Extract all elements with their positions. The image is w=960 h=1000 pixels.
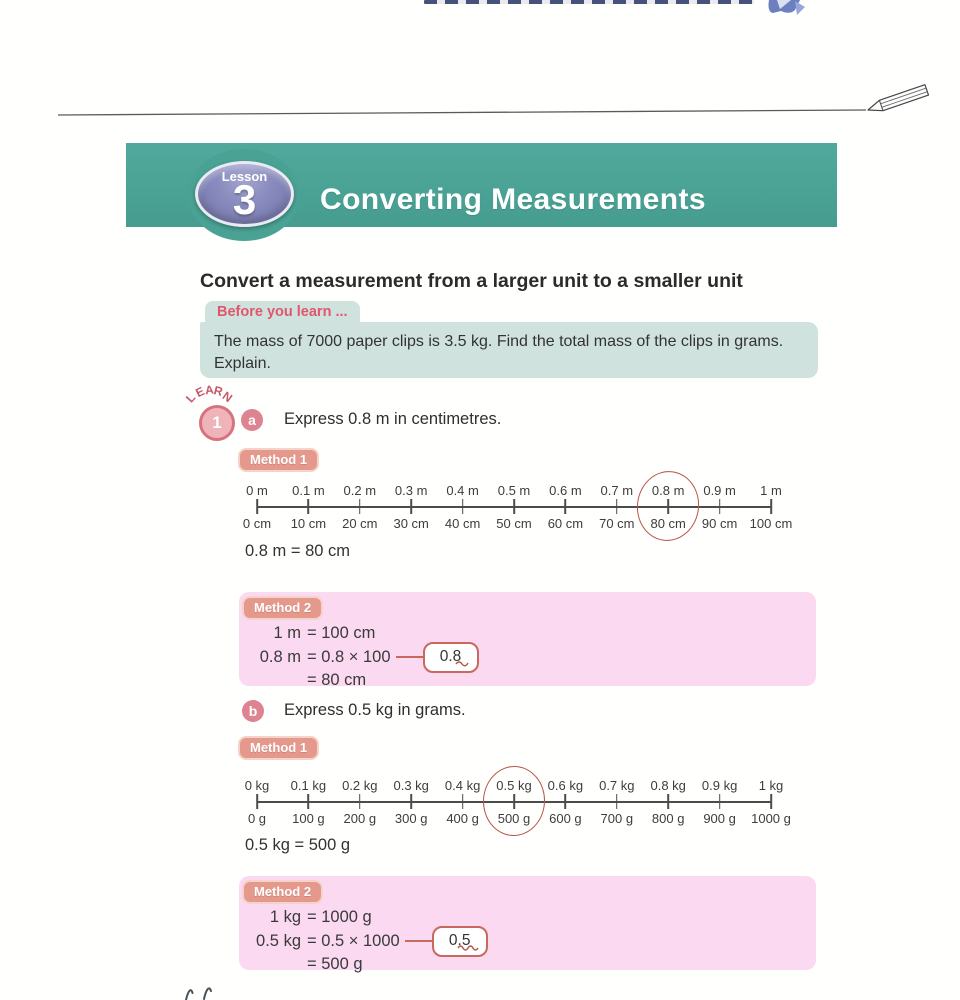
number-line-top-label: 1 kg bbox=[758, 777, 784, 793]
number-line-top-label: 0.5 kg bbox=[496, 777, 532, 793]
number-line-bottom-label: 300 g bbox=[394, 811, 428, 826]
result-a: 0.8 m = 80 cm bbox=[245, 542, 351, 560]
number-line-tick bbox=[308, 499, 310, 514]
number-line-tick bbox=[565, 499, 567, 514]
lesson-label: Lesson bbox=[221, 169, 268, 184]
number-line-metres-centimetres bbox=[243, 474, 805, 538]
number-line-bottom-label: 900 g bbox=[703, 811, 736, 826]
number-line-top-label: 0.6 kg bbox=[547, 777, 584, 793]
equations-b bbox=[247, 906, 488, 977]
number-line-bottom-label: 1000 g bbox=[751, 811, 791, 826]
number-line-bottom-label: 90 cm bbox=[701, 516, 738, 531]
number-line-bottom-label: 500 g bbox=[497, 811, 531, 826]
number-line-top-label: 0.2 m bbox=[343, 482, 377, 498]
number-line-top-label: 0.7 m bbox=[600, 482, 634, 498]
number-line-bottom-label: 10 cm bbox=[290, 516, 327, 531]
number-line-tick bbox=[256, 499, 258, 514]
lesson-banner bbox=[126, 143, 837, 227]
method2-box-b bbox=[239, 876, 816, 974]
page-title: Converting Measurements bbox=[320, 183, 706, 216]
before-you-learn-tab: Before you learn ... bbox=[205, 301, 360, 324]
number-line-tick bbox=[410, 794, 412, 809]
number-line-top-label: 0.7 kg bbox=[599, 777, 635, 793]
number-line-top-label: 0.1 m bbox=[292, 482, 325, 498]
equation-rhs: = 0.5 × 1000 bbox=[307, 931, 400, 950]
decimal-shift-squiggle bbox=[457, 944, 479, 952]
equation-lhs: 0.5 kg bbox=[256, 931, 301, 950]
number-line-tick bbox=[256, 794, 258, 809]
page-top-text-remnant bbox=[424, 0, 754, 4]
number-line-top-label: 0.3 kg bbox=[393, 777, 429, 793]
number-line-bottom-label: 50 cm bbox=[496, 516, 532, 531]
learn-arc-letter: E bbox=[193, 383, 207, 401]
lesson-number: 3 bbox=[232, 176, 257, 223]
before-you-learn-text: Explain. bbox=[214, 355, 271, 372]
learn-arc-letter: N bbox=[219, 388, 235, 406]
number-line-top-label: 0.8 kg bbox=[650, 777, 686, 793]
before-you-learn-text: The mass of 7000 paper clips is 3.5 kg. Find the total mass of the clips in grams. bbox=[214, 333, 784, 350]
question-b: Express 0.5 kg in grams. bbox=[284, 701, 466, 719]
number-line-tick bbox=[616, 499, 618, 514]
pencil-line-art bbox=[0, 0, 960, 130]
number-line-tick bbox=[616, 794, 618, 809]
number-line-tick bbox=[719, 794, 721, 809]
number-line-bottom-label: 0 g bbox=[247, 811, 267, 826]
number-line-bottom-label: 0 cm bbox=[242, 516, 272, 531]
number-line-top-label: 0.9 kg bbox=[701, 777, 738, 793]
equation-row bbox=[247, 930, 488, 954]
learn-arc-letter: R bbox=[212, 383, 225, 399]
circled-answer-ellipse bbox=[633, 467, 704, 545]
decimal-shift-callout bbox=[432, 926, 488, 957]
number-line-tick bbox=[770, 499, 772, 514]
number-line-tick bbox=[667, 794, 669, 809]
number-line-top-label: 0.9 m bbox=[703, 482, 736, 498]
learn-arc-letter: A bbox=[204, 382, 215, 398]
number-line-track bbox=[242, 482, 793, 531]
number-line-top-label: 0.6 m bbox=[549, 482, 582, 498]
number-line-tick bbox=[359, 794, 361, 809]
number-line-bottom-label: 800 g bbox=[651, 811, 685, 826]
number-line-bottom-label: 200 g bbox=[343, 811, 377, 826]
number-line-tick bbox=[565, 794, 567, 809]
method2-badge-a: Method 2 bbox=[242, 596, 323, 620]
learn-badge-number: 1 bbox=[212, 413, 222, 432]
number-line-bottom-label: 700 g bbox=[600, 811, 634, 826]
number-line-bottom-label: 60 cm bbox=[547, 516, 584, 531]
number-line-top-label: 0.1 kg bbox=[290, 777, 327, 793]
part-badge-a: a bbox=[241, 409, 263, 431]
number-line-top-label: 0.4 m bbox=[446, 482, 479, 498]
result-b: 0.5 kg = 500 g bbox=[245, 836, 351, 854]
number-line-tick bbox=[359, 499, 361, 514]
question-a: Express 0.8 m in centimetres. bbox=[284, 410, 502, 428]
callout-value: 0.8 bbox=[439, 648, 462, 666]
callout-value: 0.5 bbox=[448, 932, 471, 950]
number-line-track bbox=[244, 777, 791, 826]
equation-rhs: = 80 cm bbox=[307, 671, 367, 690]
number-line-bottom-label: 40 cm bbox=[444, 516, 481, 531]
number-line-bottom-label: 100 g bbox=[292, 811, 325, 826]
number-line-tick bbox=[462, 794, 464, 809]
before-you-learn-box bbox=[200, 322, 818, 378]
number-line-bottom-label: 70 cm bbox=[599, 516, 635, 531]
equation-rhs: = 500 g bbox=[307, 955, 363, 974]
number-line-bottom-label: 100 cm bbox=[749, 516, 793, 531]
method1-badge-b: Method 1 bbox=[238, 736, 319, 760]
decimal-shift-callout bbox=[423, 642, 479, 673]
section-heading: Convert a measurement from a larger unit to a smaller unit bbox=[200, 270, 743, 292]
learn-badge bbox=[199, 405, 235, 441]
equation-lhs: 0.8 m bbox=[259, 647, 301, 666]
method2-box-a bbox=[239, 592, 816, 690]
number-line-tick bbox=[770, 794, 772, 809]
decimal-shift-squiggle bbox=[455, 660, 470, 668]
equation-rhs: = 100 cm bbox=[307, 624, 376, 643]
lesson-badge bbox=[195, 161, 294, 227]
equation-row bbox=[247, 646, 479, 670]
number-line-top-label: 0.2 kg bbox=[342, 777, 378, 793]
number-line-tick bbox=[410, 499, 412, 514]
number-line-tick bbox=[462, 499, 464, 514]
number-line-tick bbox=[719, 499, 721, 514]
equation-lhs: 1 m bbox=[273, 624, 301, 643]
number-line-top-label: 0.4 kg bbox=[444, 777, 481, 793]
number-line-top-label: 0 kg bbox=[244, 777, 270, 793]
number-line-kilograms-grams bbox=[243, 769, 805, 833]
number-line-top-label: 0.5 m bbox=[497, 482, 531, 498]
equation-rhs: = 0.8 × 100 bbox=[307, 647, 391, 666]
learn-arc-letter: L bbox=[183, 390, 199, 406]
number-line-top-label: 0 m bbox=[246, 482, 268, 498]
number-line-bottom-label: 20 cm bbox=[342, 516, 378, 531]
number-line-bottom-label: 80 cm bbox=[650, 516, 686, 531]
number-line-bottom-label: 400 g bbox=[446, 811, 479, 826]
number-line-top-label: 0.3 m bbox=[394, 482, 428, 498]
circled-answer-ellipse bbox=[481, 764, 547, 837]
callout-connector-line bbox=[396, 656, 424, 658]
equation-lhs: 1 kg bbox=[269, 908, 301, 927]
page-corner-icon bbox=[764, 0, 806, 17]
method2-badge-b: Method 2 bbox=[242, 880, 323, 904]
page-bottom-remnant bbox=[180, 984, 230, 1000]
method1-badge-a: Method 1 bbox=[238, 448, 319, 472]
part-badge-b: b bbox=[242, 700, 264, 722]
number-line-tick bbox=[308, 794, 310, 809]
number-line-bottom-label: 30 cm bbox=[393, 516, 429, 531]
number-line-top-label: 1 m bbox=[760, 482, 782, 498]
number-line-top-label: 0.8 m bbox=[651, 482, 685, 498]
number-line-bottom-label: 600 g bbox=[549, 811, 582, 826]
number-line-tick bbox=[513, 499, 515, 514]
equations-a bbox=[247, 622, 479, 693]
callout-connector-line bbox=[405, 940, 433, 942]
equation-rhs: = 1000 g bbox=[307, 908, 372, 927]
